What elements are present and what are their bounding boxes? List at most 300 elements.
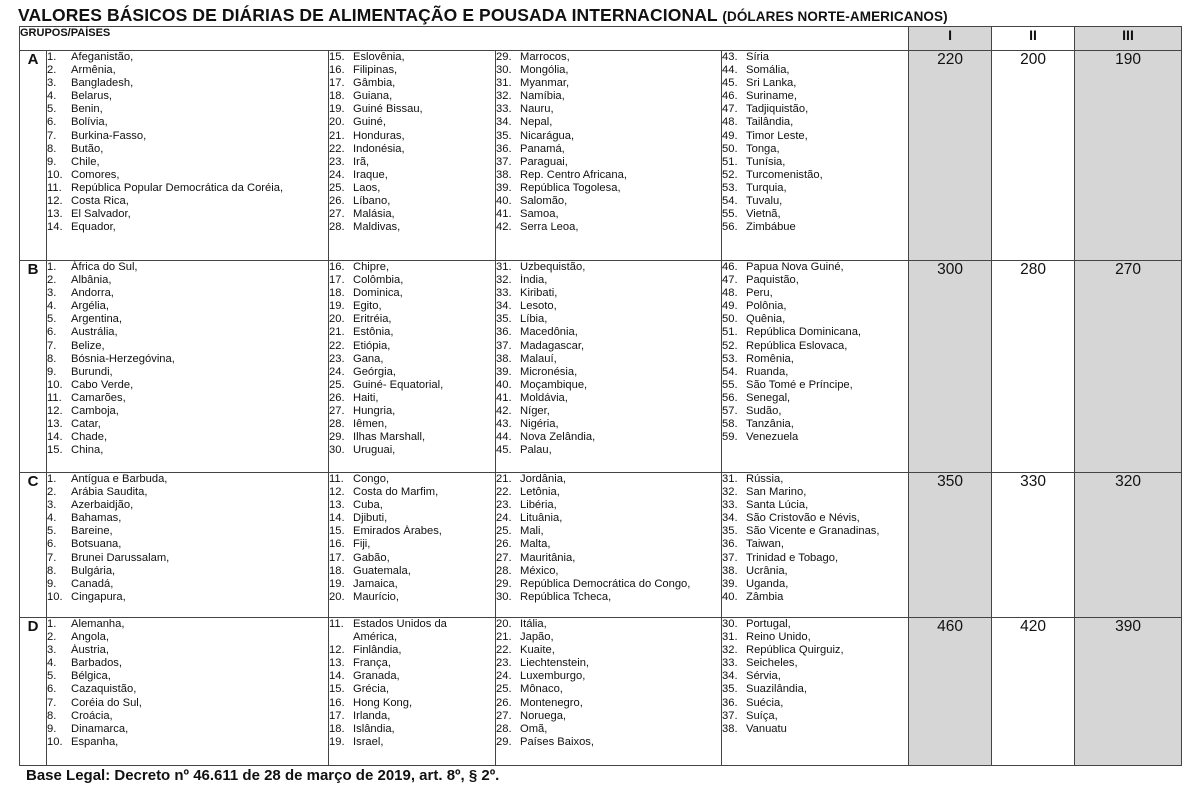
country-name: Chipre, — [353, 261, 390, 273]
country-number: 4. — [47, 657, 57, 670]
country-item — [722, 366, 908, 379]
country-number: 52. — [722, 339, 738, 352]
country-number: 51. — [722, 326, 738, 339]
country-number: 8. — [47, 352, 57, 365]
country-item — [722, 405, 908, 418]
country-name: Bósnia-Herzegóvina, — [71, 352, 175, 365]
country-item — [496, 116, 721, 129]
country-name: República Quirguiz, — [746, 644, 844, 657]
country-item — [722, 723, 908, 736]
country-item — [722, 644, 908, 657]
country-item — [329, 130, 495, 143]
country-number: 1. — [47, 51, 57, 63]
country-item — [329, 116, 495, 129]
country-name: África do Sul, — [71, 261, 138, 273]
country-name: Iêmen, — [353, 418, 388, 431]
country-item — [329, 512, 495, 525]
country-number: 7. — [47, 339, 57, 352]
country-item — [47, 130, 328, 143]
country-name: Guiné- Equatorial, — [353, 378, 444, 391]
country-item — [329, 499, 495, 512]
country-name: República Democrática do Congo, — [520, 577, 691, 590]
country-item — [329, 578, 495, 591]
country-item — [329, 618, 495, 631]
country-item — [329, 90, 495, 103]
country-number: 7. — [47, 696, 57, 709]
country-number: 36. — [722, 538, 738, 551]
country-number: 16. — [329, 538, 345, 551]
country-item — [329, 525, 495, 538]
country-item — [722, 287, 908, 300]
country-item — [496, 578, 721, 591]
country-item — [496, 710, 721, 723]
country-column — [329, 473, 496, 618]
country-name: Nepal, — [520, 116, 553, 129]
country-name: Guatemala, — [353, 564, 411, 577]
country-number: 42. — [496, 405, 512, 418]
country-item — [496, 405, 721, 418]
country-number: 13. — [329, 499, 345, 512]
country-number: 6. — [47, 683, 57, 696]
country-name: Andorra, — [71, 287, 114, 300]
country-item — [329, 736, 495, 749]
country-number: 35. — [496, 313, 512, 326]
country-item — [722, 499, 908, 512]
country-number: 47. — [722, 274, 738, 287]
country-number: 5. — [47, 525, 57, 538]
country-number: 40. — [496, 195, 512, 208]
country-number: 3. — [47, 77, 57, 90]
country-item — [47, 221, 328, 234]
country-number: 49. — [722, 300, 738, 313]
country-number: 18. — [329, 564, 345, 577]
country-number: 9. — [47, 577, 57, 590]
country-item — [47, 103, 328, 116]
country-number: 2. — [47, 631, 57, 644]
country-name: Kiribati, — [520, 287, 558, 300]
country-name: Liechtenstein, — [520, 657, 590, 670]
country-number: 16. — [329, 64, 345, 77]
country-name: Gabão, — [353, 551, 390, 564]
country-number: 17. — [329, 77, 345, 90]
group-letter: B — [20, 261, 47, 473]
country-item — [329, 77, 495, 90]
country-item — [329, 340, 495, 353]
country-number: 50. — [722, 142, 738, 155]
country-item — [496, 103, 721, 116]
country-item — [722, 326, 908, 339]
table-header-row — [20, 27, 1182, 51]
country-name: Madagascar, — [520, 339, 585, 352]
country-name: Cingapura, — [71, 590, 126, 603]
country-item — [722, 431, 908, 444]
country-name: Itália, — [520, 618, 547, 630]
country-item — [47, 366, 328, 379]
value-level-1: 460 — [909, 618, 992, 766]
country-name: Eslovênia, — [353, 51, 405, 63]
country-name: Israel, — [353, 735, 384, 748]
country-name: Gana, — [353, 352, 384, 365]
country-item — [329, 697, 495, 710]
country-item — [496, 538, 721, 551]
country-name: Salomão, — [520, 195, 568, 208]
country-name: Luxemburgo, — [520, 670, 586, 683]
country-item — [47, 512, 328, 525]
country-name: Ilhas Marshall, — [353, 431, 426, 444]
country-item — [47, 486, 328, 499]
country-name: Macedônia, — [520, 326, 578, 339]
level-header-3: III — [1075, 27, 1182, 51]
country-number: 12. — [329, 486, 345, 499]
country-item — [722, 300, 908, 313]
country-name: Suécia, — [746, 696, 784, 709]
country-name: Coréia do Sul, — [71, 696, 142, 709]
country-name: Colômbia, — [353, 274, 404, 287]
country-name: Suazilândia, — [746, 683, 807, 696]
country-name: Myanmar, — [520, 77, 570, 90]
country-item — [722, 261, 908, 274]
country-name: Argentina, — [71, 313, 122, 326]
country-number: 28. — [496, 722, 512, 735]
country-item — [496, 631, 721, 644]
country-item — [722, 182, 908, 195]
country-number: 30. — [722, 618, 738, 630]
country-name: Gâmbia, — [353, 77, 396, 90]
country-number: 39. — [496, 181, 512, 194]
country-name: Uzbequistão, — [520, 261, 586, 273]
country-name: Panamá, — [520, 142, 565, 155]
country-name: Timor Leste, — [746, 129, 808, 142]
country-item — [496, 182, 721, 195]
country-number: 5. — [47, 670, 57, 683]
country-item — [722, 565, 908, 578]
country-name: Chile, — [71, 155, 100, 168]
country-number: 13. — [47, 208, 63, 221]
country-name: Venezuela — [746, 431, 799, 444]
country-item — [329, 631, 495, 644]
country-name: Tanzânia, — [746, 418, 794, 431]
country-number: 48. — [722, 287, 738, 300]
country-name: Malta, — [520, 538, 551, 551]
country-name: Vanuatu — [746, 722, 787, 735]
country-number: 14. — [47, 221, 63, 234]
country-name: Palau, — [520, 444, 552, 457]
country-number: 34. — [496, 116, 512, 129]
country-number: 34. — [496, 300, 512, 313]
value-level-3: 320 — [1075, 473, 1182, 618]
country-name: Indonésia, — [353, 142, 405, 155]
country-item — [329, 565, 495, 578]
country-item — [496, 499, 721, 512]
country-item — [47, 710, 328, 723]
country-name: Jordânia, — [520, 473, 567, 485]
country-name: Tonga, — [746, 142, 780, 155]
country-item — [496, 90, 721, 103]
country-number: 23. — [496, 657, 512, 670]
value-level-1: 300 — [909, 261, 992, 473]
country-number: 32. — [722, 644, 738, 657]
country-item — [47, 499, 328, 512]
country-number: 33. — [496, 103, 512, 116]
country-column — [47, 473, 329, 618]
country-name: Hungria, — [353, 405, 396, 418]
country-number: 21. — [496, 473, 512, 485]
country-name: Mônaco, — [520, 683, 563, 696]
country-item — [47, 578, 328, 591]
country-name: Marrocos, — [520, 51, 570, 63]
country-number: 33. — [496, 287, 512, 300]
country-number: 3. — [47, 499, 57, 512]
country-item — [329, 486, 495, 499]
country-item — [47, 340, 328, 353]
country-item — [496, 379, 721, 392]
country-column — [722, 51, 909, 261]
country-name: Kuaite, — [520, 644, 555, 657]
country-item — [496, 723, 721, 736]
country-item — [47, 326, 328, 339]
country-number: 37. — [722, 551, 738, 564]
country-item — [722, 208, 908, 221]
country-number: 5. — [47, 313, 57, 326]
country-number: 10. — [47, 590, 63, 603]
country-number: 28. — [496, 564, 512, 577]
country-name: Polônia, — [746, 300, 787, 313]
country-number: 14. — [47, 431, 63, 444]
group-row-c — [20, 473, 1182, 618]
country-item — [47, 657, 328, 670]
country-item — [47, 64, 328, 77]
country-number: 20. — [329, 313, 345, 326]
country-number: 13. — [329, 657, 345, 670]
country-number: 56. — [722, 221, 738, 234]
country-item — [329, 51, 495, 64]
country-item — [47, 379, 328, 392]
country-number: 52. — [722, 168, 738, 181]
country-number: 19. — [329, 300, 345, 313]
country-item — [496, 736, 721, 749]
country-item — [47, 169, 328, 182]
country-number: 8. — [47, 564, 57, 577]
country-name: Cabo Verde, — [71, 378, 134, 391]
country-name: Uganda, — [746, 577, 789, 590]
country-name: Líbia, — [520, 313, 548, 326]
country-name: San Marino, — [746, 486, 807, 499]
country-item — [329, 287, 495, 300]
country-item — [47, 274, 328, 287]
country-number: 27. — [329, 405, 345, 418]
country-name: Angola, — [71, 631, 109, 644]
country-name: Taiwan, — [746, 538, 784, 551]
country-name: Austrália, — [71, 326, 118, 339]
country-number: 57. — [722, 405, 738, 418]
country-name: Serra Leoa, — [520, 221, 579, 234]
country-number: 31. — [722, 631, 738, 644]
country-item — [329, 444, 495, 457]
country-number: 41. — [496, 391, 512, 404]
country-name: Turcomenistão, — [746, 168, 823, 181]
country-name: Eritréia, — [353, 313, 392, 326]
country-number: 18. — [329, 722, 345, 735]
country-number: 7. — [47, 129, 57, 142]
country-name: Arábia Saudita, — [71, 486, 148, 499]
country-name: Malásia, — [353, 208, 395, 221]
country-name: Países Baixos, — [520, 735, 594, 748]
country-number: 35. — [496, 129, 512, 142]
country-number: 3. — [47, 644, 57, 657]
country-item — [496, 208, 721, 221]
country-number: 19. — [329, 577, 345, 590]
country-item — [47, 116, 328, 129]
country-number: 53. — [722, 352, 738, 365]
country-number: 21. — [496, 631, 512, 644]
country-item — [47, 313, 328, 326]
country-name: China, — [71, 444, 104, 457]
country-number: 37. — [722, 709, 738, 722]
country-name: Belize, — [71, 339, 105, 352]
country-number: 17. — [329, 274, 345, 287]
country-item — [722, 379, 908, 392]
country-name: Albânia, — [71, 274, 112, 287]
country-name: Hong Kong, — [353, 696, 413, 709]
country-number: 42. — [496, 221, 512, 234]
country-item — [722, 143, 908, 156]
country-item — [496, 195, 721, 208]
country-name: Vietnã, — [746, 208, 781, 221]
country-name: Geórgia, — [353, 365, 396, 378]
country-number: 32. — [496, 274, 512, 287]
country-name: Argélia, — [71, 300, 109, 313]
country-name: Granada, — [353, 670, 400, 683]
country-number: 19. — [329, 103, 345, 116]
country-item — [329, 103, 495, 116]
country-item — [329, 300, 495, 313]
country-number: 9. — [47, 155, 57, 168]
country-name: Alemanha, — [71, 618, 125, 630]
country-item — [496, 486, 721, 499]
country-name: República Dominicana, — [746, 326, 862, 339]
country-number: 14. — [329, 512, 345, 525]
country-name: Peru, — [746, 287, 773, 300]
country-item — [47, 300, 328, 313]
country-name: Namíbia, — [520, 90, 565, 103]
country-item — [496, 313, 721, 326]
table-body — [20, 51, 1182, 766]
country-item — [47, 736, 328, 749]
country-name: Estônia, — [353, 326, 394, 339]
country-name: Bélgica, — [71, 670, 111, 683]
country-number: 21. — [329, 129, 345, 142]
value-level-3: 390 — [1075, 618, 1182, 766]
country-name: Congo, — [353, 473, 390, 485]
country-number: 16. — [329, 696, 345, 709]
country-number: 26. — [496, 696, 512, 709]
country-item — [496, 552, 721, 565]
country-item — [722, 77, 908, 90]
country-number: 20. — [329, 116, 345, 129]
country-item — [47, 182, 328, 195]
value-level-2: 420 — [992, 618, 1075, 766]
page-title — [18, 5, 948, 27]
country-name: Zâmbia — [746, 590, 784, 603]
country-number: 39. — [722, 577, 738, 590]
country-name: Nicarágua, — [520, 129, 575, 142]
country-name: México, — [520, 564, 559, 577]
country-number: 32. — [722, 486, 738, 499]
country-item — [329, 670, 495, 683]
country-name: Burundi, — [71, 365, 113, 378]
country-item — [496, 525, 721, 538]
country-item — [329, 379, 495, 392]
country-name: Noruega, — [520, 709, 567, 722]
country-item — [722, 130, 908, 143]
country-name: Quênia, — [746, 313, 786, 326]
country-number: 28. — [329, 418, 345, 431]
country-item — [496, 130, 721, 143]
country-item — [329, 683, 495, 696]
country-item — [47, 538, 328, 551]
country-item — [47, 473, 328, 486]
country-item — [47, 431, 328, 444]
country-name: Maurício, — [353, 590, 400, 603]
country-name: Belarus, — [71, 90, 113, 103]
country-item — [329, 538, 495, 551]
country-name: Comores, — [71, 168, 120, 181]
country-number: 29. — [496, 51, 512, 63]
country-item — [47, 156, 328, 169]
country-item — [496, 431, 721, 444]
country-number: 22. — [329, 142, 345, 155]
country-number: 25. — [329, 181, 345, 194]
country-item — [47, 77, 328, 90]
country-item — [47, 143, 328, 156]
country-number: 39. — [496, 365, 512, 378]
value-level-3: 190 — [1075, 51, 1182, 261]
country-number: 24. — [496, 670, 512, 683]
country-number: 51. — [722, 155, 738, 168]
country-number: 11. — [47, 391, 62, 404]
country-number: 17. — [329, 709, 345, 722]
country-number: 20. — [496, 618, 512, 630]
country-item — [47, 631, 328, 644]
country-name: Paquistão, — [746, 274, 799, 287]
value-level-1: 350 — [909, 473, 992, 618]
country-name: Malauí, — [520, 352, 557, 365]
country-number: 4. — [47, 512, 57, 525]
country-name: Bahamas, — [71, 512, 122, 525]
country-number: 54. — [722, 195, 738, 208]
country-number: 45. — [722, 77, 738, 90]
country-name: São Tomé e Príncipe, — [746, 378, 853, 391]
country-item — [329, 143, 495, 156]
country-item — [496, 300, 721, 313]
country-number: 18. — [329, 90, 345, 103]
country-name: Honduras, — [353, 129, 405, 142]
country-name: Equador, — [71, 221, 116, 234]
country-column — [722, 261, 909, 473]
country-item — [329, 313, 495, 326]
country-number: 3. — [47, 287, 57, 300]
country-name: Barbados, — [71, 657, 122, 670]
country-item — [47, 697, 328, 710]
value-level-2: 330 — [992, 473, 1075, 618]
value-level-1: 220 — [909, 51, 992, 261]
country-item — [722, 591, 908, 604]
country-item — [329, 392, 495, 405]
country-item — [496, 51, 721, 64]
country-name: Senegal, — [746, 391, 791, 404]
country-number: 24. — [329, 168, 345, 181]
country-number: 16. — [329, 261, 345, 273]
